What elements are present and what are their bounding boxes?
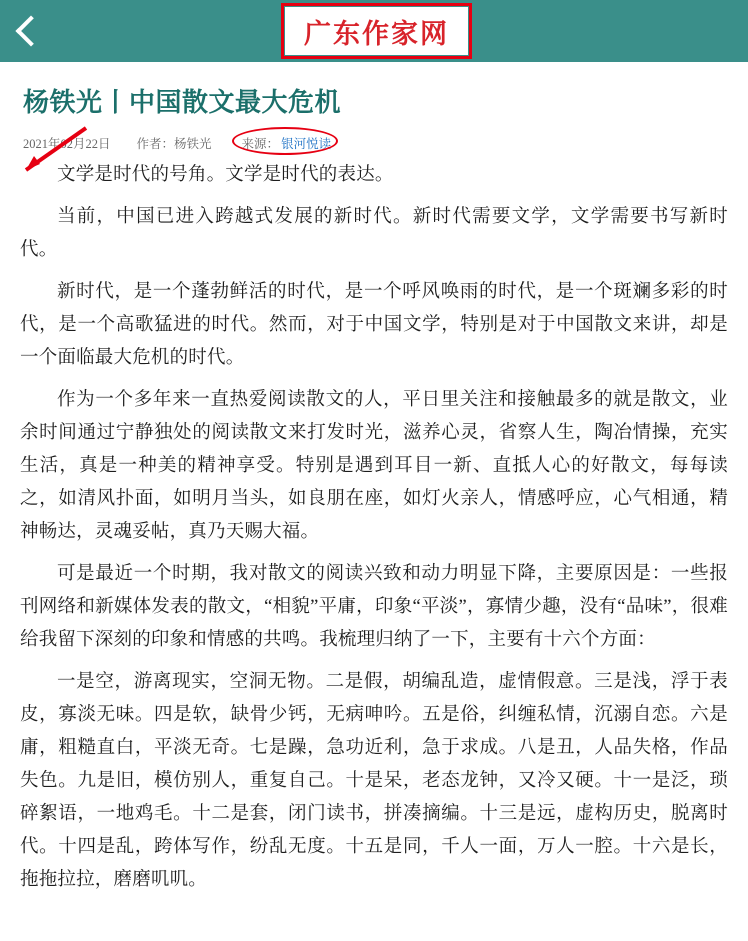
- article-paragraph: 作为一个多年来一直热爱阅读散文的人，平日里关注和接触最多的就是散文，业余时间通过宁静独处的阅读散文来打发时光，滋养心灵，省察人生，陶冶情操，充实生活，真是一种美的精神享受。特别是遇到耳目一新、直抵人心的好散文，每每读之，如清风扑面，如明月当头，如良朋在座，如灯火亲人，情感呼应，心气相通，精神畅达，灵魂妥帖，真乃天赐大福。: [20, 390, 728, 542]
- article-paragraph: 文学是时代的号角。文学是时代的表达。: [57, 165, 394, 185]
- source-link[interactable]: 银河悦读: [281, 137, 332, 151]
- site-logo[interactable]: [285, 7, 468, 55]
- article-container: [0, 62, 748, 897]
- article-paragraph: 当前，中国已进入跨越式发展的新时代。新时代需要文学，文学需要书写新时代。: [20, 207, 728, 260]
- article-meta: [23, 133, 728, 153]
- page-title: 杨铁光丨中国散文最大危机: [23, 88, 342, 117]
- back-button[interactable]: [0, 0, 54, 62]
- back-chevron-icon: [15, 15, 46, 46]
- article-paragraph: 一是空，游离现实，空洞无物。二是假，胡编乱造，虚情假意。三是浅，浮于表皮，寡淡无味。四是软，缺骨少钙，无病呻吟。五是俗，纠缠私情，沉溺自恋。六是庸，粗糙直白，平淡无奇。七是躁，急功近利，急于求成。八是丑，人品失格，作品失色。九是旧，模仿别人，重复自己。十是呆，老态龙钟，又冷又硬。十一是泛，琐碎絮语，一地鸡毛。十二是套，闭门读书，拼凑摘编。十三是远，虚构历史，脱离时代。十四是乱，跨体写作，纷乱无度。十五是同，千人一面，万人一腔。十六是长，拖拖拉拉，磨磨叽叽。: [20, 672, 728, 890]
- author-block: [137, 134, 212, 152]
- source-label: 来源：: [241, 137, 280, 151]
- app-top-bar: [0, 0, 748, 62]
- site-logo-container[interactable]: [285, 7, 468, 55]
- site-logo-text: 广东作家网: [304, 18, 449, 49]
- article-paragraph: 新时代，是一个蓬勃鲜活的时代，是一个呼风唤雨的时代，是一个斑斓多彩的时代，是一个高歌猛进的时代。然而，对于中国文学，特别是对于中国散文来讲，却是一个面临最大危机的时代。: [20, 282, 728, 368]
- publish-date: 2021年02月22日: [23, 137, 111, 151]
- author-name: 杨铁光: [174, 137, 212, 151]
- source-block: [238, 132, 336, 154]
- author-label: 作者：: [136, 137, 175, 151]
- article-paragraph: 可是最近一个时期，我对散文的阅读兴致和动力明显下降，主要原因是：一些报刊网络和新媒体发表的散文，“相貌”平庸，印象“平淡”，寡情少趣，没有“品味”，很难给我留下深刻的印象和情感的共鸣。我梳理归纳了一下，主要有十六个方面：: [20, 564, 728, 650]
